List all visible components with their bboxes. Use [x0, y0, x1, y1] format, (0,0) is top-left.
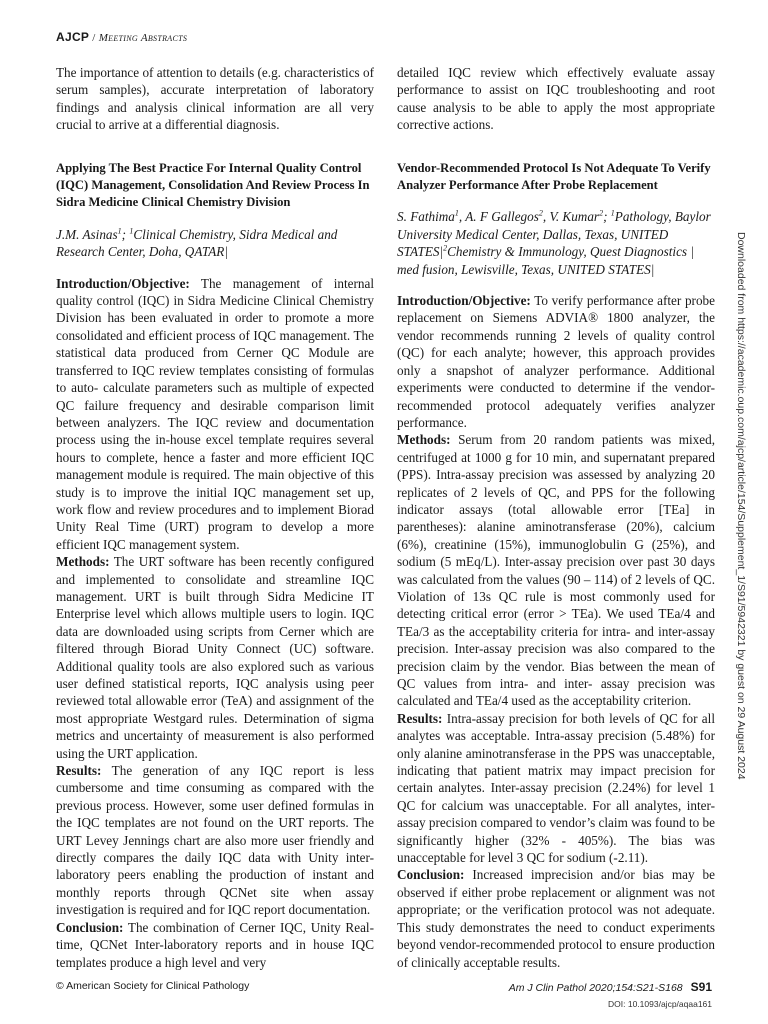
methods-paragraph: Methods: The URT software has been recently configured and implemented to consolidate and streamline IQC management. URT is built through Sidra Medicine IT Enterprise level which allows multiple users to login. IQC data are downloaded using scripts from Cerner which are filtered through Biorad Unity Connect (UC) software. Additional quality tools are also explored such as various user defined statistical reports, IQC analysis using peer reviewed total allowable error (TeA) and assignment of the most appropriate Westgard rules. Determination of sigma metrics and uncertainty of measurement is also performed using the URT application. — [56, 554, 374, 761]
conclusion-label: Conclusion: — [397, 867, 465, 883]
page-footer — [509, 978, 712, 1009]
author-name: S. Fathima — [397, 209, 455, 225]
abstract-title: Vendor-Recommended Protocol Is Not Adequate To Verify Analyzer Performance After Probe Replacement — [397, 160, 711, 193]
intro-label: Introduction/Objective: — [397, 293, 531, 309]
methods-paragraph: Methods: Serum from 20 random patients was mixed, centrifuged at 1000 g for 10 min, and supernatant prepared (PPS). Intra-assay precision was assessed by analyzing 20 replicates of 2 levels of QC, and PPS for the following indicator assays (total allowable error [TEa] in parentheses): alanine aminotransferase (20%), calcium (6%), creatinine (15%), immunoglobulin G (25%), and sodium (5 mEq/L). Inter-assay precision over past 30 days was calculated from the values (90 – 114) of 2 levels of QC. Violation of 13s QC rule is most commonly used for detecting critical error (error > TEa). We used TEa/4 and TEa/3 as the acceptability criteria for intra- and inter-assay precision. Inter-assay precision was also compared to the precision claim by the vendor. Bias between the mean of QC values from intra- and inter- assay precision was calculated and TEa/4 used as the acceptability criterion. — [397, 432, 715, 709]
right-column — [397, 64, 715, 971]
conclusion-label: Conclusion: — [56, 919, 124, 935]
author-name: J.M. Asinas — [56, 226, 118, 242]
author-name: V. Kumar — [549, 209, 600, 225]
abstract-title: Applying The Best Practice For Internal Quality Control (IQC) Management, Consolidation And Review Process In Sidra Medicine Clinical Chemistry Division — [56, 160, 370, 210]
running-head — [56, 30, 187, 44]
download-link-text[interactable]: Downloaded from https://academic.oup.com/ajcp/article/154/Supplement_1/S91/5942321 by guest on 29 August 2024 — [735, 232, 747, 780]
previous-abstract-ending: The importance of attention to details (e.g. characteristics of serum samples), accurate interpretation of laboratory findings and analysis clinical information are all very crucial to arrive at a differential diagnosis. — [56, 65, 374, 133]
intro-paragraph: Introduction/Objective: The management of internal quality control (IQC) in Sidra Medicine Clinical Chemistry Division has been evaluated in order to promote a more consolidated and efficient process of IQC management. The statistical data produced from Cerner QC Module are transferred to IQC review templates consisting of formulas to auto- calculate parameters such as multiple of expected QC failure frequency and desirable comparison limit between analyzers. The IQC review and documentation process using the in-house excel template requires several hours to complete, hence a faster and more efficient IQC management module is required. The main objective of this study is to improve the initial IQC management set up, work flow and review procedures and to implement Biorad Unity Real Time (URT) program to develop a more efficient IQC management system. — [56, 275, 374, 552]
methods-label: Methods: — [397, 432, 451, 448]
results-paragraph: Results: The generation of any IQC report is less cumbersome and time consuming as compared with the previous process. However, some user defined formulas in the IQC templates are not found on the URT reports. The URT Levey Jennings chart are also more user friendly and directly compares the daily IQC data with Unity inter-laboratory peers enabling the production of instant and monthly reports through QCNet site when assay investigation is required and for IQC report documentation. — [56, 763, 374, 918]
author-affiliation: Pathology, Baylor University Medical Center, Dallas, Texas, UNITED STATES| — [397, 209, 711, 260]
header-separator: / — [92, 32, 96, 44]
download-watermark — [733, 232, 749, 1022]
copyright-notice: © American Society for Clinical Pathology — [56, 980, 250, 992]
author-line: S. Fathima$^1$, A. F Gallegos$^2$, V. Kumar$^2$; $^1$Pathology, Baylor University Medical Center, Dallas, Texas, UNITED $STATES|^2Chemistry$ & Immunology, Quest Diagnostics | med fusion, Lewisville, Texas, UNITED STATES| — [397, 209, 711, 277]
conclusion-paragraph: Conclusion: Increased imprecision and/or bias may be observed if either probe replacement or alignment was not appropriate; or the verification protocol was not adequate. This study demonstrates the need to conduct experiments beyond vendor-recommended protocol to ensure production of clinically acceptable results. — [397, 867, 715, 970]
continued-text: detailed IQC review which effectively evaluate assay performance to assist on IQC troubleshooting and root cause analysis to be able to apply the most appropriate corrective actions. — [397, 65, 715, 133]
page-number: S91 — [690, 980, 712, 994]
results-label: Results: — [397, 710, 443, 726]
journal-brand: AJCP — [56, 30, 90, 44]
author-line: J.M. Asinas$^1$; $^1$Clinical Chemistry, Sidra Medical and Research Center, Doha, QATAR| — [56, 226, 338, 260]
results-paragraph: Results: Intra-assay precision for both levels of QC for all analytes was acceptable. Intra-assay precision (5.48%) for only alanine aminotransferase in the PPS was unacceptable, indicating that patient matrix may impact precision for certain analytes. Inter-assay precision (2.24%) for level 1 QC for calcium was unacceptable. For all analytes, inter- assay precision compared to vendor’s claim was found to be significantly higher (32% - 405%). The bias was unacceptable for level 3 QC for sodium (-2.11). — [397, 710, 716, 866]
section-name: Meeting Abstracts — [98, 32, 188, 44]
intro-paragraph: Introduction/Objective: To verify performance after probe replacement on Siemens ADVIA® 1800 analyzer, the vendor recommends running 2 levels of quality control (QC) for each analyte; however, this approach provides only a snapshot of analyzer performance. Additional experiments were conducted to determine if the vendor-recommended protocol adequately verifies analyzer performance. — [397, 293, 715, 430]
journal-citation: Am J Clin Pathol 2020;154:S21-S168 — [508, 982, 683, 994]
author-affiliation: Clinical Chemistry, Sidra Medical and Research Center, Doha, QATAR| — [56, 226, 338, 260]
results-label: Results: — [56, 763, 102, 779]
conclusion-paragraph: Conclusion: The combination of Cerner IQC, Unity Real-time, QCNet Inter-laboratory reports and in house IQC templates produce a high level and very — [56, 919, 374, 970]
author-affiliation: Chemistry & Immunology, Quest Diagnostics | med fusion, Lewisville, Texas, UNITED STATES| — [397, 244, 694, 277]
methods-label: Methods: — [56, 554, 110, 570]
left-column — [56, 64, 374, 971]
author-name: A. F Gallegos — [465, 209, 539, 225]
intro-label: Introduction/Objective: — [56, 275, 190, 291]
doi[interactable]: DOI: 10.1093/ajcp/aqaa161 — [608, 999, 712, 1009]
